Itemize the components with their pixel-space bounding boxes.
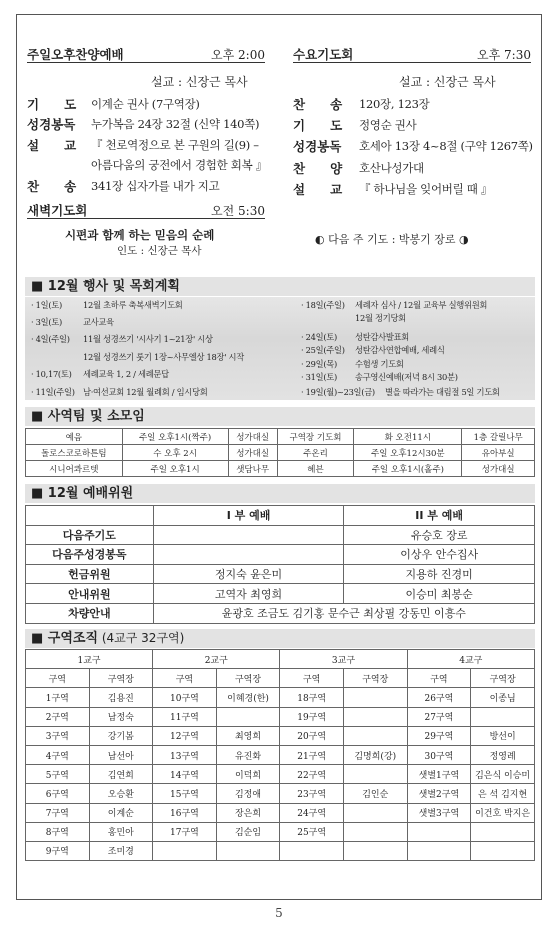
table-cell: 김정애 <box>216 784 280 803</box>
table-row <box>26 726 535 745</box>
table-row <box>26 445 535 461</box>
table-cell: 9구역 <box>26 841 90 860</box>
table-cell: 구역장 기도회 <box>277 429 354 445</box>
table-cell: 성가대실 <box>228 429 277 445</box>
dawn-leader: 인도 : 신장근 목사 <box>117 245 202 257</box>
dawn-service-title: 새벽기도회 <box>27 203 88 218</box>
table-cell: 윤광호 조금도 김기홍 문수근 최상필 강동민 이흥수 <box>153 603 534 623</box>
table-header-row <box>26 650 535 669</box>
table-cell: 7구역 <box>26 803 90 822</box>
table-header-cell: 구역 <box>407 669 471 688</box>
table-cell: 성가대실 <box>462 461 535 477</box>
table-row <box>26 822 535 841</box>
table-cell: 3구역 <box>26 726 90 745</box>
afternoon-order-label: 찬 송 <box>27 179 77 194</box>
table-row <box>26 461 535 477</box>
table-cell: 화 오전11시 <box>354 429 462 445</box>
worship-committee-table <box>25 505 535 624</box>
wednesday-order-value: 『 하나님을 잊어버릴 때 』 <box>359 182 493 196</box>
wednesday-service-title: 수요기도회 <box>293 47 354 62</box>
event-text: 성탄감사연합예배, 세례식 <box>355 345 445 355</box>
event-date: · 29일(목) <box>301 359 337 369</box>
table-cell: 30구역 <box>407 745 471 764</box>
table-row <box>26 707 535 726</box>
event-text: 12월 초하루 축복새벽기도회 <box>83 300 183 310</box>
districts-subtitle: (4교구 32구역) <box>98 631 185 645</box>
table-header-cell: 1교구 <box>26 650 153 669</box>
table-row <box>26 584 535 604</box>
table-header-cell: 구역장 <box>89 669 153 688</box>
table-cell: 11구역 <box>153 707 217 726</box>
table-row <box>26 688 535 707</box>
table-cell: 예음 <box>26 429 123 445</box>
table-cell: 정지숙 윤은미 <box>153 564 344 584</box>
table-cell: 18구역 <box>280 688 344 707</box>
districts-title <box>25 629 535 648</box>
table-cell: 수 오후 2시 <box>122 445 228 461</box>
table-cell <box>216 841 280 860</box>
table-cell: 4구역 <box>26 745 90 764</box>
table-cell: 돌로스코로하튼팀 <box>26 445 123 461</box>
table-header-cell: 구역장 <box>471 669 535 688</box>
table-cell: 2구역 <box>26 707 90 726</box>
table-cell <box>343 822 407 841</box>
districts-title-main: ■ 구역조직 <box>31 631 99 646</box>
worship-committee-title: ■ 12월 예배위원 <box>25 484 535 503</box>
table-cell: 1층 갈릴나무 <box>462 429 535 445</box>
event-date: · 3일(토) <box>31 317 62 327</box>
table-cell: 고역자 최영희 <box>153 584 344 604</box>
row-label-cell: 다음주기도 <box>26 525 154 545</box>
table-cell: 29구역 <box>407 726 471 745</box>
dawn-theme: 시편과 함께 하는 믿음의 순례 <box>65 228 215 242</box>
row-label-cell: 안내위원 <box>26 584 154 604</box>
small-groups-table <box>25 428 535 477</box>
table-cell <box>471 841 535 860</box>
table-row <box>26 765 535 784</box>
table-header-cell: 구역장 <box>216 669 280 688</box>
afternoon-preacher: 설교 : 신장근 목사 <box>151 75 248 89</box>
table-cell: 1구역 <box>26 688 90 707</box>
wednesday-order-value: 120장, 123장 <box>359 97 430 111</box>
districts-table <box>25 649 535 861</box>
table-cell: 16구역 <box>153 803 217 822</box>
table-cell: 장은희 <box>216 803 280 822</box>
event-text: 별을 따라가는 대림절 5일 기도회 <box>385 387 500 397</box>
event-date: · 31일(토) <box>301 372 337 382</box>
row-label-cell: 다음주성경봉독 <box>26 545 154 565</box>
table-header-cell: 구역 <box>280 669 344 688</box>
page-number: 5 <box>275 906 283 920</box>
table-cell: 이종님 <box>471 688 535 707</box>
table-cell <box>343 707 407 726</box>
table-header-cell: 3교구 <box>280 650 407 669</box>
afternoon-order-value: 누가복음 24장 32절 (신약 140쪽) <box>91 117 260 131</box>
table-cell: 22구역 <box>280 765 344 784</box>
table-cell: 남선아 <box>89 745 153 764</box>
table-cell <box>343 726 407 745</box>
table-cell: 김연희 <box>89 765 153 784</box>
dawn-service-time: 오전 5:30 <box>211 204 265 218</box>
table-header-cell: I 부 예배 <box>153 506 344 526</box>
afternoon-service-header <box>27 45 265 63</box>
table-cell: 지용하 진경미 <box>344 564 535 584</box>
table-row <box>26 745 535 764</box>
table-cell: 이건호 박지은 <box>471 803 535 822</box>
events-box <box>25 297 535 400</box>
wednesday-order-value: 호산나성가대 <box>359 161 424 175</box>
table-cell <box>343 841 407 860</box>
wednesday-service-time: 오후 7:30 <box>477 48 531 62</box>
table-row <box>26 603 535 623</box>
table-cell: 10구역 <box>153 688 217 707</box>
small-groups-title: ■ 사역팀 및 소모임 <box>25 407 535 426</box>
table-cell <box>153 545 344 565</box>
table-cell: 25구역 <box>280 822 344 841</box>
table-cell: 17구역 <box>153 822 217 841</box>
table-cell: 김용진 <box>89 688 153 707</box>
wednesday-order-value: 호세아 13장 4~8절 (구약 1267쪽) <box>359 139 533 153</box>
table-header-cell: 2교구 <box>153 650 280 669</box>
table-header-cell <box>26 506 154 526</box>
event-date: · 11일(주일) <box>31 387 75 397</box>
table-cell: 샛별3구역 <box>407 803 471 822</box>
wednesday-order-label: 성경봉독 <box>293 139 342 154</box>
table-cell <box>343 765 407 784</box>
table-row <box>26 841 535 860</box>
wednesday-service-header <box>293 45 531 63</box>
event-date: · 18일(주일) <box>301 300 345 310</box>
table-row <box>26 784 535 803</box>
table-cell: 이덕희 <box>216 765 280 784</box>
table-cell: 시니어콰르텟 <box>26 461 123 477</box>
table-cell: 정영례 <box>471 745 535 764</box>
table-row <box>26 525 535 545</box>
table-cell <box>407 822 471 841</box>
event-text: 송구영신예배(저녁 8시 30분) <box>355 372 458 382</box>
table-cell: 이상우 안수집사 <box>344 545 535 565</box>
table-cell <box>153 841 217 860</box>
afternoon-order-value: 341장 십자가를 내가 지고 <box>91 179 220 193</box>
table-cell <box>216 707 280 726</box>
table-cell: 주일 오후1시(짝주) <box>122 429 228 445</box>
event-text: 교사교육 <box>83 317 114 327</box>
table-cell: 13구역 <box>153 745 217 764</box>
wednesday-order-label: 기 도 <box>293 118 343 133</box>
table-row <box>26 545 535 565</box>
events-title: ■ 12월 행사 및 목회계획 <box>25 277 535 296</box>
event-date: · 1일(토) <box>31 300 62 310</box>
table-row <box>26 429 535 445</box>
table-cell: 홍민아 <box>89 822 153 841</box>
table-cell <box>280 841 344 860</box>
event-date: · 24일(토) <box>301 332 337 342</box>
table-cell: 강기봄 <box>89 726 153 745</box>
wednesday-order-label: 찬 양 <box>293 161 343 176</box>
table-cell: 주온리 <box>277 445 354 461</box>
table-cell <box>153 525 344 545</box>
table-row <box>26 564 535 584</box>
afternoon-order-value: 『 천로역정으로 본 구원의 길(9) – <box>91 138 259 152</box>
table-cell: 20구역 <box>280 726 344 745</box>
afternoon-order-value: 이계순 권사 (7구역장) <box>91 97 200 111</box>
table-cell: 주일 오후12시30분 <box>354 445 462 461</box>
table-header-cell: 4교구 <box>407 650 534 669</box>
afternoon-order-label: 성경봉독 <box>27 117 76 132</box>
event-date: · 25일(주일) <box>301 345 345 355</box>
wednesday-preacher: 설교 : 신장근 목사 <box>399 75 496 89</box>
table-cell: 12구역 <box>153 726 217 745</box>
table-cell: 김은식 이승미 <box>471 765 535 784</box>
event-date: · 19일(월)~23일(금) <box>301 387 375 397</box>
wednesday-order-label: 찬 송 <box>293 97 343 112</box>
table-header-cell: 구역 <box>26 669 90 688</box>
event-text: 남·여선교회 12월 월례회 / 임시당회 <box>83 387 208 397</box>
table-cell: 김순임 <box>216 822 280 841</box>
table-cell: 23구역 <box>280 784 344 803</box>
event-date: · 4일(주일) <box>31 334 70 344</box>
table-cell: 주일 오후1시(홀주) <box>354 461 462 477</box>
dawn-service-header <box>27 201 265 219</box>
afternoon-service-time: 오후 2:00 <box>211 48 265 62</box>
table-cell: 김명희(강) <box>343 745 407 764</box>
table-cell: 14구역 <box>153 765 217 784</box>
table-header-cell: 구역장 <box>343 669 407 688</box>
row-label-cell: 차량안내 <box>26 603 154 623</box>
event-text: 세례교육 1, 2 / 세례문답 <box>83 369 169 379</box>
table-cell: 24구역 <box>280 803 344 822</box>
table-cell <box>343 803 407 822</box>
table-row <box>26 803 535 822</box>
table-cell: 유승호 장로 <box>344 525 535 545</box>
table-cell <box>471 822 535 841</box>
wednesday-order-label: 설 교 <box>293 182 343 197</box>
table-cell: 조미경 <box>89 841 153 860</box>
wednesday-order-value: 정영순 권사 <box>359 118 417 132</box>
table-cell <box>407 841 471 860</box>
table-cell: 이계순 <box>89 803 153 822</box>
table-cell: 이승미 최봉순 <box>344 584 535 604</box>
event-text: 성탄감사발표회 <box>355 332 410 342</box>
table-cell: 샛별1구역 <box>407 765 471 784</box>
table-cell: 15구역 <box>153 784 217 803</box>
table-cell: 은 석 김지현 <box>471 784 535 803</box>
next-prayer: ◐ 다음 주 기도 : 박봉기 장로 ◑ <box>315 233 469 246</box>
event-text: 11월 성경쓰기 '시사기 1~21장' 시상 <box>83 334 213 344</box>
table-cell: 19구역 <box>280 707 344 726</box>
bulletin-page <box>16 14 542 900</box>
event-text: 수험생 기도회 <box>355 359 404 369</box>
afternoon-order-label: 설 교 <box>27 138 77 153</box>
afternoon-service-title: 주일오후찬양예배 <box>27 47 124 62</box>
table-cell: 방선이 <box>471 726 535 745</box>
table-header-cell: II 부 예배 <box>344 506 535 526</box>
event-date: · 10,17(토) <box>31 369 72 379</box>
event-text: 12월 정기당회 <box>355 313 406 323</box>
table-cell: 김인순 <box>343 784 407 803</box>
event-text: 12월 성경쓰기 룻기 1장~사무엘상 18장' 시작 <box>83 352 244 362</box>
table-cell: 6구역 <box>26 784 90 803</box>
table-cell: 주일 오후1시 <box>122 461 228 477</box>
table-cell: 샛별2구역 <box>407 784 471 803</box>
table-cell: 8구역 <box>26 822 90 841</box>
table-cell: 유진화 <box>216 745 280 764</box>
table-cell: 26구역 <box>407 688 471 707</box>
table-cell: 27구역 <box>407 707 471 726</box>
table-cell: 오승환 <box>89 784 153 803</box>
table-header-row <box>26 506 535 526</box>
table-cell: 최영희 <box>216 726 280 745</box>
table-header-cell: 구역 <box>153 669 217 688</box>
table-header-row <box>26 669 535 688</box>
table-cell: 샛담나무 <box>228 461 277 477</box>
row-label-cell: 헌금위원 <box>26 564 154 584</box>
afternoon-order-value: 아름다움의 궁전에서 경험한 회복 』 <box>91 158 267 172</box>
table-cell <box>471 707 535 726</box>
table-cell: 이혜경(한) <box>216 688 280 707</box>
table-cell: 21구역 <box>280 745 344 764</box>
table-cell: 성가대실 <box>228 445 277 461</box>
afternoon-order-label: 기 도 <box>27 97 77 112</box>
table-cell: 헤븐 <box>277 461 354 477</box>
table-cell: 남정숙 <box>89 707 153 726</box>
event-text: 세례자 심사 / 12월 교육부 실행위원회 <box>355 300 488 310</box>
table-cell: 5구역 <box>26 765 90 784</box>
table-cell: 유아부실 <box>462 445 535 461</box>
table-cell <box>343 688 407 707</box>
